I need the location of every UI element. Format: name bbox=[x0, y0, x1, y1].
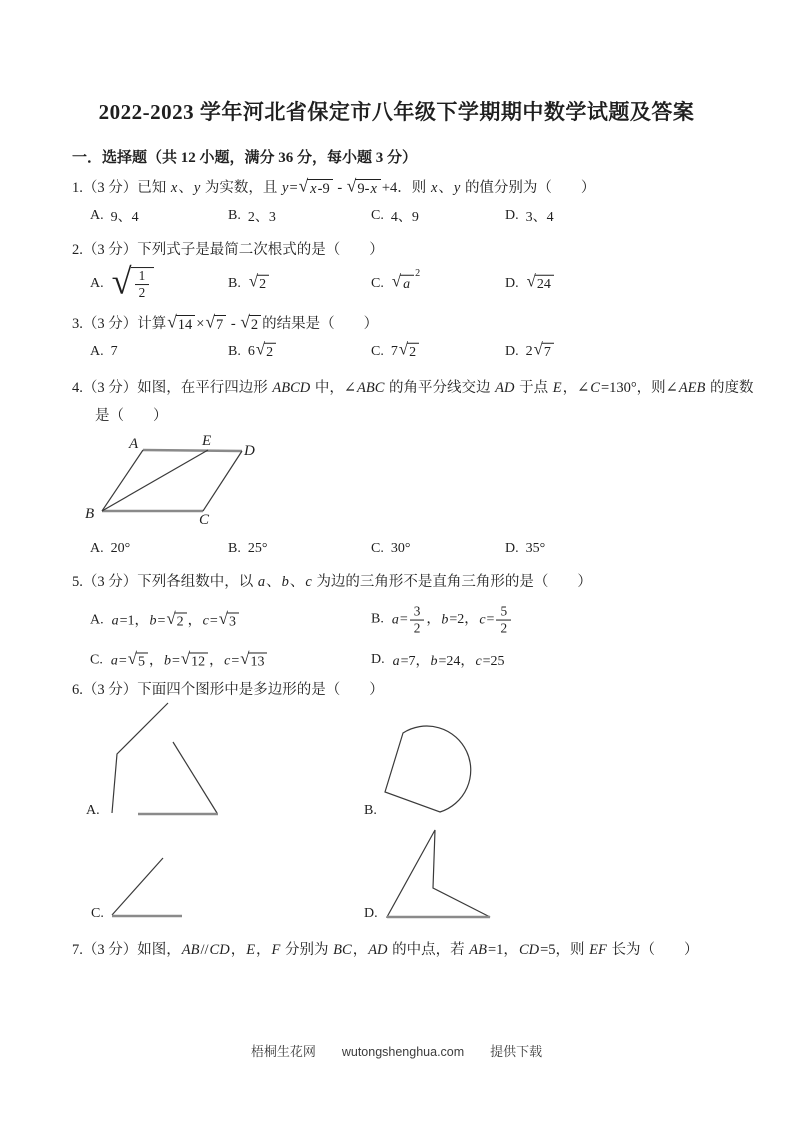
figure-c-slant-line bbox=[112, 858, 163, 915]
q4-stem-line1: 4.（3 分）如图，在平行四边形 ABCD 中，∠ABC 的角平分线交边 AD 于点 E，∠C=130°，则∠AEB 的度数 bbox=[72, 380, 754, 396]
q4-option-d-label: D. bbox=[505, 541, 519, 556]
q5-option-d-value: a=7，b=24，c=25 bbox=[392, 654, 505, 669]
q1-option-d-value: 3、4 bbox=[525, 210, 554, 225]
q2-option-b-value: √ 2 bbox=[248, 275, 270, 294]
figure-c-label: C. bbox=[91, 906, 104, 921]
q2-option-a bbox=[90, 261, 155, 302]
q1-stem: 1.（3 分）已知 x、y 为实数，且 y= √ x-9 - √ 9-x +4．则 x、y 的值分别为（ ） bbox=[72, 175, 596, 198]
q4-stem-line2: 是（ ） bbox=[95, 408, 168, 424]
figure-d-label: D. bbox=[364, 906, 378, 921]
figure-b-label: B. bbox=[364, 803, 377, 818]
q1-option-d bbox=[505, 206, 554, 226]
q3-option-d-value: 2 √ 7 bbox=[526, 343, 555, 362]
q2-option-c bbox=[371, 268, 421, 294]
q2-option-a-value: √ $\frac{1}{2}$ bbox=[111, 267, 156, 301]
q5-option-c-value: a= √ 5 ，b= √ 12 ，c= √ 13 bbox=[110, 649, 269, 670]
q4-option-a bbox=[90, 541, 130, 557]
footer-site-url[interactable]: wutongshenghua.com bbox=[341, 1045, 465, 1059]
q3-option-b-label: B. bbox=[228, 344, 241, 359]
section-header: 一．选择题（共 12 小题，满分 36 分，每小题 3 分） bbox=[72, 150, 418, 166]
q1-option-c bbox=[371, 206, 419, 226]
q1-option-a-value: 9、4 bbox=[110, 210, 139, 225]
q7-stem: 7.（3 分）如图，AB//CD，E，F 分别为 BC，AD 的中点，若 AB=1，CD=5，则 EF 长为（ ） bbox=[72, 942, 699, 958]
q4-parallelogram-figure bbox=[85, 432, 260, 527]
q5-options-row2 bbox=[0, 646, 793, 674]
figure-d-shape bbox=[387, 830, 490, 917]
q6-figures bbox=[80, 695, 510, 925]
q5-option-a bbox=[90, 609, 240, 630]
q4-option-a-label: A. bbox=[90, 541, 104, 556]
footer-download-text: 提供下载 bbox=[490, 1044, 543, 1059]
q4-option-b-value: 25° bbox=[247, 541, 268, 556]
q5-option-d-label: D. bbox=[371, 652, 385, 667]
q3-option-d-label: D. bbox=[505, 344, 519, 359]
q5-option-b bbox=[371, 604, 513, 637]
q4-option-c-value: 30° bbox=[390, 541, 411, 556]
q3-option-c-label: C. bbox=[371, 344, 384, 359]
q4-options-row bbox=[0, 538, 793, 560]
q1-option-d-label: D. bbox=[505, 208, 519, 223]
q1-option-b-value: 2、3 bbox=[247, 210, 276, 225]
q4-option-d-value: 35° bbox=[525, 541, 546, 556]
vertex-label-d: D bbox=[244, 443, 255, 459]
q4-option-d bbox=[505, 541, 545, 557]
page-title: 2022-2023 学年河北省保定市八年级下学期期中数学试题及答案 bbox=[98, 100, 695, 124]
q4-option-c-label: C. bbox=[371, 541, 384, 556]
q3-option-d bbox=[505, 339, 555, 362]
q5-option-c bbox=[90, 649, 268, 670]
q1-options-row bbox=[0, 205, 793, 227]
q3-stem: 3.（3 分）计算 √ 14 × √ 7 - √ 2 的结果是（ ） bbox=[72, 311, 379, 334]
q5-option-d bbox=[371, 650, 505, 670]
q2-option-d-label: D. bbox=[505, 276, 519, 291]
q4-option-a-value: 20° bbox=[110, 541, 131, 556]
figure-a-label: A. bbox=[86, 803, 100, 818]
q2-options-row bbox=[0, 260, 793, 308]
q4-option-c bbox=[371, 541, 410, 557]
q2-option-d bbox=[505, 271, 555, 294]
bisector-be bbox=[102, 450, 208, 511]
q5-stem: 5.（3 分）下列各组数中，以 a、b、c 为边的三角形不是直角三角形的是（ ） bbox=[72, 574, 592, 590]
q1-option-c-label: C. bbox=[371, 208, 384, 223]
q5-options-row1 bbox=[0, 596, 793, 644]
q3-option-b-value: 6 √ 2 bbox=[248, 343, 277, 362]
q1-option-a-label: A. bbox=[90, 208, 104, 223]
figure-a-slant-line bbox=[173, 742, 217, 813]
q5-option-b-value: a= $\frac{3}{2}$ ，b=2，c= $\frac{5}{2}$ bbox=[391, 604, 513, 637]
edge-ad bbox=[143, 450, 242, 451]
footer-site-name: 梧桐生花网 bbox=[250, 1044, 316, 1059]
q2-option-c-label: C. bbox=[371, 276, 384, 291]
page-footer bbox=[0, 1041, 793, 1060]
q3-option-a bbox=[90, 344, 118, 360]
q5-option-a-label: A. bbox=[90, 612, 104, 627]
q6-stem: 6.（3 分）下面四个图形中是多边形的是（ ） bbox=[72, 682, 384, 698]
q1-option-a bbox=[90, 206, 139, 226]
q5-option-a-value: a=1，b= √ 2 ，c= √ 3 bbox=[111, 609, 240, 630]
q2-option-b-label: B. bbox=[228, 276, 241, 291]
q5-option-c-label: C. bbox=[90, 652, 103, 667]
q4-option-b-label: B. bbox=[228, 541, 241, 556]
q3-option-c bbox=[371, 339, 420, 362]
q3-option-b bbox=[228, 339, 277, 362]
q1-option-b-label: B. bbox=[228, 208, 241, 223]
vertex-label-a: A bbox=[129, 436, 139, 452]
q5-option-b-label: B. bbox=[371, 612, 384, 627]
edge-dc bbox=[203, 451, 242, 511]
q3-option-a-label: A. bbox=[90, 344, 104, 359]
q2-option-a-label: A. bbox=[90, 276, 104, 291]
vertex-label-e: E bbox=[202, 433, 212, 449]
q4-option-b bbox=[228, 541, 267, 557]
vertex-label-c: C bbox=[199, 512, 210, 528]
q2-stem: 2.（3 分）下列式子是最简二次根式的是（ ） bbox=[72, 242, 384, 258]
edge-ab bbox=[102, 450, 143, 511]
q1-option-b bbox=[228, 206, 276, 226]
figure-b-shape bbox=[385, 726, 471, 812]
q3-option-c-value: 7 √ 2 bbox=[391, 343, 420, 362]
q2-option-b bbox=[228, 271, 270, 294]
vertex-label-b: B bbox=[85, 506, 95, 522]
q2-option-c-value: √ a 2 bbox=[391, 268, 421, 292]
q3-options-row bbox=[0, 338, 793, 366]
q2-option-d-value: √ 24 bbox=[526, 275, 555, 294]
figure-a-polyline bbox=[112, 703, 168, 813]
q3-option-a-value: 7 bbox=[110, 344, 118, 359]
q1-option-c-value: 4、9 bbox=[390, 210, 419, 225]
